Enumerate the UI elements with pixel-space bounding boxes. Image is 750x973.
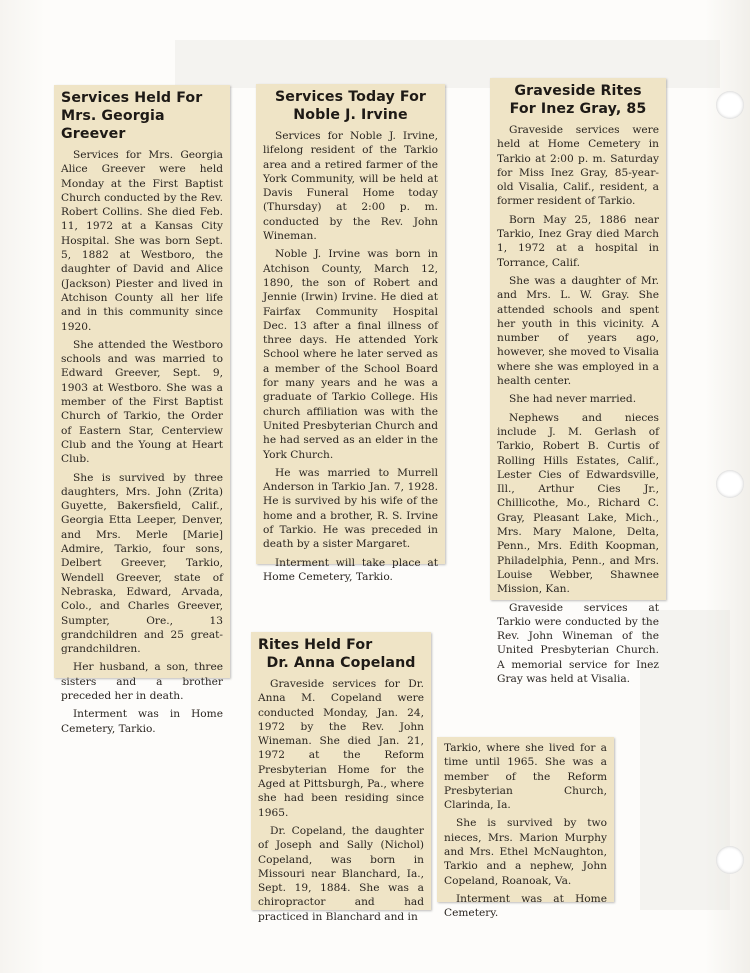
- paragraph: Tarkio, where she lived for a time until 1965. She was a member of the Reform Presbyterian Church, Clarinda, Ia.: [444, 742, 607, 812]
- paragraph: Noble J. Irvine was born in Atchison County, March 12, 1890, the son of Robert and Jennie (Irwin) Irvine. He died at Fairfax Community Hospital Dec. 13 after a final illness of three days. He attended York School where he later served as a member of the School Board for many years and he was a graduate of Tarkio College. His church affiliation was with the United Presbyterian Church and he had served as an elder in the York Church.: [263, 248, 438, 461]
- headline: Services Today For Noble J. Irvine: [274, 89, 427, 123]
- paragraph: She is survived by two nieces, Mrs. Marion Murphy and Mrs. Ethel McNaughton, Tarkio and a nephew, John Copeland, Roanoak, Va.: [444, 817, 607, 887]
- binder-hole-top: [716, 91, 744, 119]
- paragraph: He was married to Murrell Anderson in Tarkio Jan. 7, 1928. He is survived by his wife of the home and a brother, R. S. Irvine of Tarkio. He was preceded in death by a sister Margaret.: [263, 466, 438, 551]
- paragraph: Dr. Copeland, the daughter of Joseph and Sally (Nichol) Copeland, was born in Missouri near Blanchard, Ia., Sept. 19, 1884. She was a chiropractor and had practiced in Blanchard and in: [258, 824, 424, 923]
- headline: Rites Held For Dr. Anna Copeland: [258, 637, 416, 671]
- paragraph: Interment was in Home Cemetery, Tarkio.: [61, 708, 223, 735]
- paragraph: She is survived by three daughters, Mrs. John (Zrita) Guyette, Bakersfield, Calif., Georgia Etta Leeper, Denver, and Mrs. Merle [Marie] Admire, Tarkio, four sons, Delbert Greever, Tarkio, Wendell Greever, state of Nebraska, Edward, Arvada, Colo., and Charles Greever, Sumpter, Ore., 13 grandchildren and 25 great-grandchildren.: [61, 471, 223, 656]
- paragraph: Nephews and nieces include J. M. Gerlash of Tarkio, Robert B. Curtis of Rolling Hills Estates, Calif., Lester Cies of Edwardsville, Ill., Arthur Cies Jr., Chillicothe, Mo., Richard C. Gray, Pleasant Lake, Mich., Mrs. Mary Malone, Delta, Penn., Mrs. Edith Koopman, Philadelphia, Penn., and Mrs. Louise Webber, Shawnee Mission, Kan.: [497, 411, 659, 596]
- paragraph: Services for Mrs. Georgia Alice Greever were held Monday at the First Baptist Church conducted by the Rev. Robert Collins. She died Feb. 11, 1972 at a Kansas City Hospital. She was born Sept. 5, 1882 at Westboro, the daughter of David and Alice (Jackson) Piester and lived in Atchison County all her life and in this community since 1920.: [61, 149, 223, 333]
- paragraph: Interment was at Home Cemetery.: [444, 892, 607, 920]
- obituary-clipping-greever: [54, 85, 230, 735]
- paragraph: She was a daughter of Mr. and Mrs. L. W. Gray. She attended schools and spent her youth in this vicinity. A number of years ago, however, she moved to Visalia where she was employed in a health center.: [497, 274, 659, 388]
- paragraph: Born May 25, 1886 near Tarkio, Inez Gray died March 1, 1972 at a hospital in Torrance, Calif.: [497, 213, 659, 269]
- obituary-clipping-gray: [490, 78, 666, 685]
- obituary-clipping-copeland: [251, 632, 431, 923]
- obituary-clipping-copeland-continued: [437, 737, 614, 920]
- paragraph: She had never married.: [509, 393, 637, 406]
- headline: Graveside Rites For Inez Gray, 85: [509, 83, 647, 117]
- binder-hole-bottom: [716, 846, 744, 874]
- paragraph: Interment will take place at Home Cemetery, Tarkio.: [263, 556, 438, 583]
- paragraph: Graveside services for Dr. Anna M. Copeland were conducted Monday, Jan. 24, 1972 by the Rev. John Wineman. She died Jan. 21, 1972 at the Reform Presbyterian Home for the Aged at Pittsburgh, Pa., where she had been residing since 1965.: [258, 678, 424, 819]
- obituary-clipping-irvine: [256, 84, 445, 583]
- binder-hole-middle: [716, 470, 744, 498]
- headline: Services Held For Mrs. Georgia Greever: [61, 90, 203, 142]
- paragraph: She attended the Westboro schools and was married to Edward Greever, Sept. 9, 1903 at Westboro. She was a member of the First Baptist Church of Tarkio, the Order of Eastern Star, Centerview Club and the Young at Heart Club.: [61, 338, 223, 466]
- paragraph: Graveside services at Tarkio were conducted by the Rev. John Wineman of the United Presbyterian Church. A memorial service for Inez Gray was held at Visalia.: [497, 601, 659, 685]
- paragraph: Graveside services were held at Home Cemetery in Tarkio at 2:00 p. m. Saturday for Miss Inez Gray, 85-year-old Visalia, Calif., resident, a former resident of Tarkio.: [497, 124, 659, 208]
- paragraph: Her husband, a son, three sisters and a brother preceded her in death.: [61, 661, 223, 702]
- paragraph: Services for Noble J. Irvine, lifelong resident of the Tarkio area and a retired farmer of the York Community, will be held at Davis Funeral Home today (Thursday) at 2:00 p. m. conducted by the Rev. John Wineman.: [263, 130, 438, 243]
